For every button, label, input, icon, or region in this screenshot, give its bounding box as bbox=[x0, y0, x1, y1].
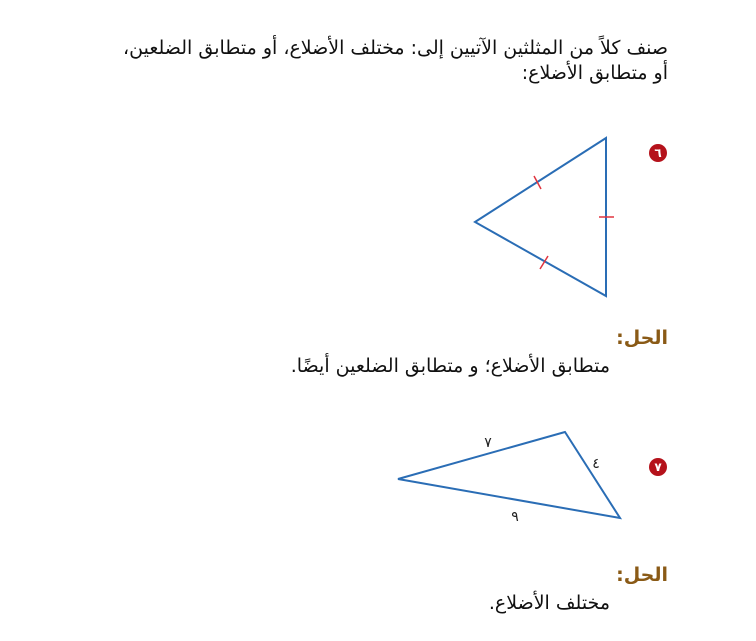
problem-6-solution-label: الحل: bbox=[616, 327, 668, 349]
problem-6-solution-text: متطابق الأضلاع؛ و متطابق الضلعين أيضًا. bbox=[290, 355, 610, 377]
tick-mark-bottom-side bbox=[540, 256, 548, 269]
side-label-top: ٧ bbox=[484, 435, 492, 451]
problem-7-solution-label: الحل: bbox=[616, 564, 668, 586]
equilateral-triangle bbox=[475, 138, 606, 296]
problem-6-number-badge: ٦ bbox=[649, 144, 667, 162]
problem-7-number-badge: ٧ bbox=[649, 458, 667, 476]
instruction-text: صنف كلاً من المثلثين الآتيين إلى: مختلف الأضلاع، أو متطابق الضلعين، أو متطابق الأضلاع: bbox=[123, 37, 668, 84]
scalene-triangle bbox=[398, 432, 620, 518]
side-label-bottom: ٩ bbox=[511, 509, 519, 525]
side-label-right: ٤ bbox=[592, 456, 600, 472]
problem-7-solution-text: مختلف الأضلاع. bbox=[488, 592, 610, 614]
tick-mark-top-side bbox=[534, 176, 541, 189]
